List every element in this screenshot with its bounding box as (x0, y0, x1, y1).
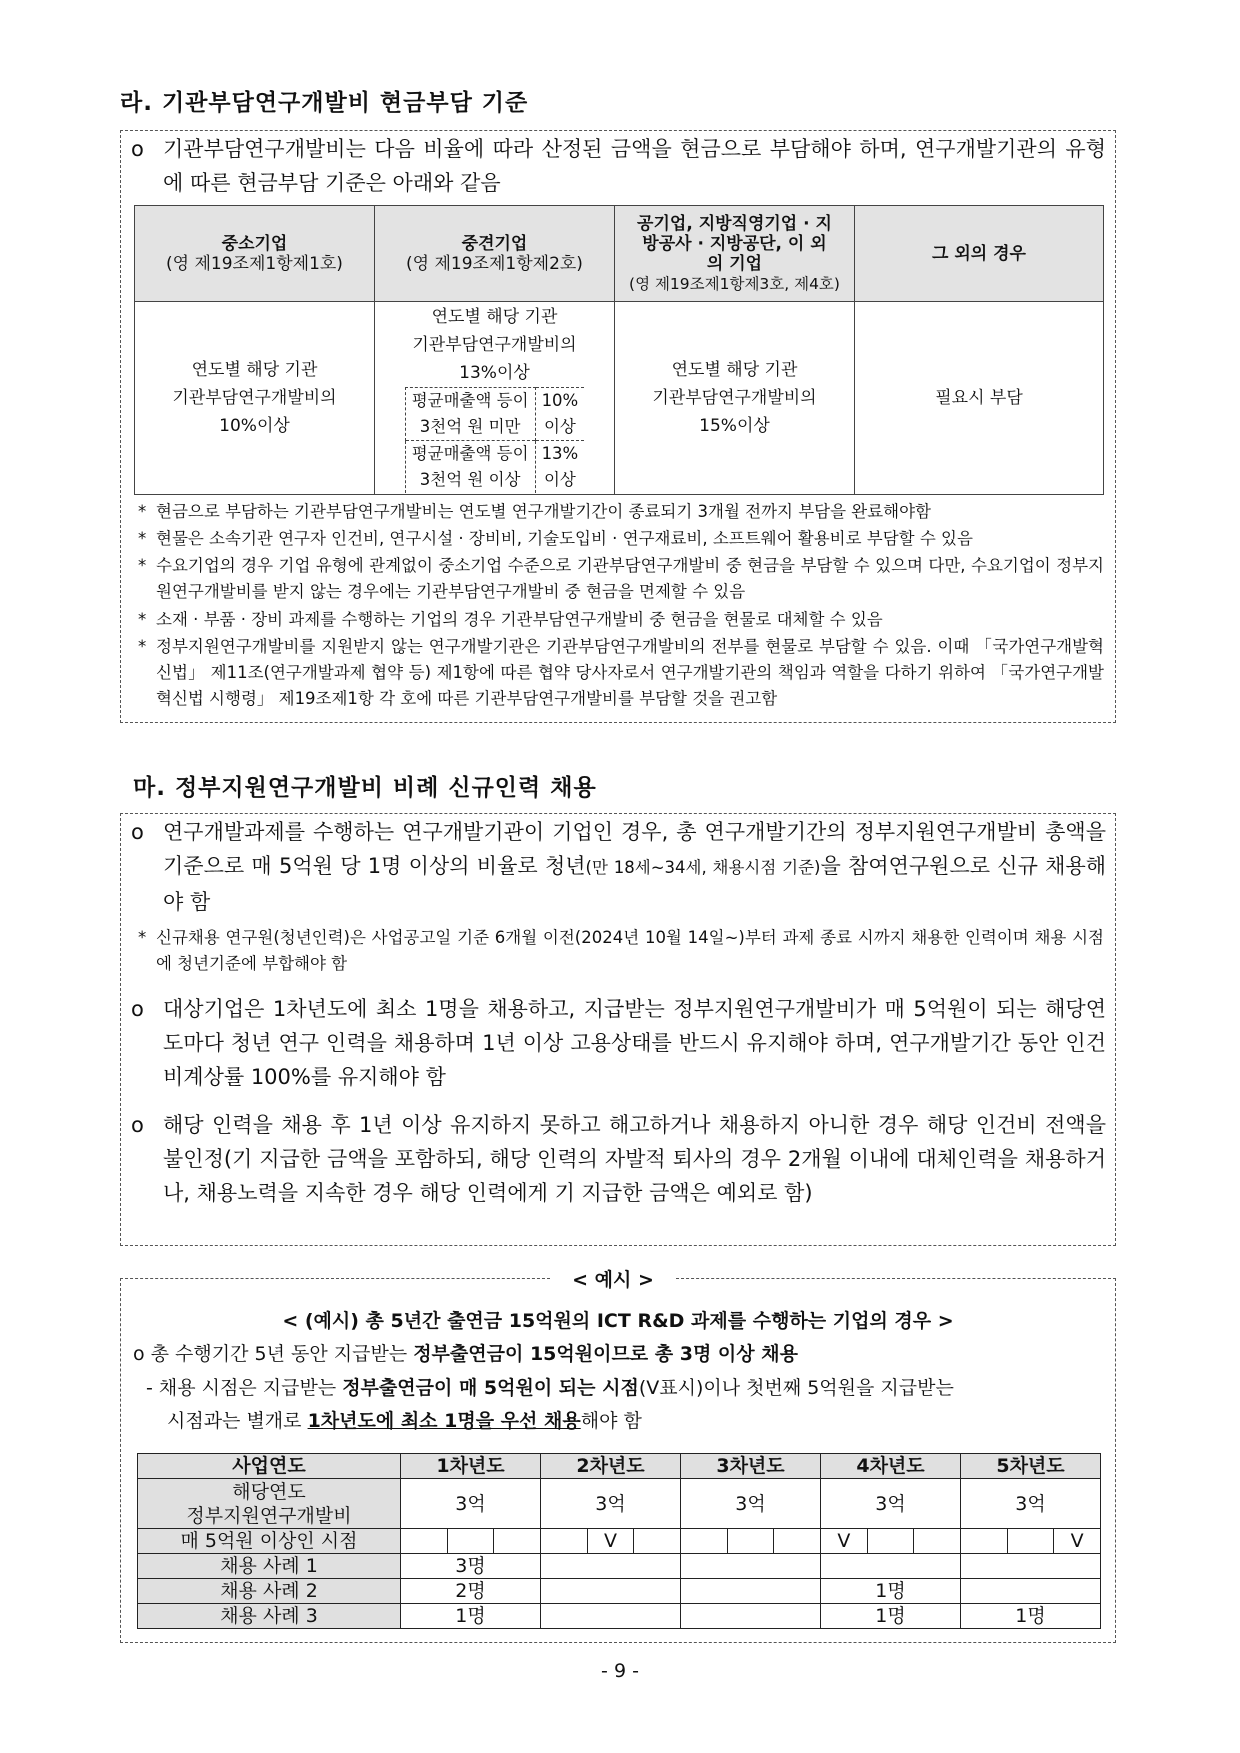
cond-over: 평균매출액 등이 3천억 원 이상 (405, 441, 535, 494)
ra-note-4: * 소재 · 부품 · 장비 과제를 수행하는 기업의 경우 기관부담연구개발비 중 현금을 현물로 대체할 수 있음 (138, 610, 883, 629)
ma-note: * 신규채용 연구원(청년인력)은 사업공고일 기준 6개월 이전(2024년 10월 14일∼)부터 과제 종료 시까지 채용한 인력이며 채용 시점에 청년기준에 부합해야 함 (138, 928, 1104, 973)
example-rule-left (120, 1278, 550, 1279)
case-cell: 2명 (401, 1579, 541, 1604)
case-cell: 1명 (821, 1579, 961, 1604)
budget-cell: 3억 (961, 1479, 1101, 1529)
case-cell (541, 1604, 681, 1629)
case-cell (821, 1554, 961, 1579)
case-label: 채용 사례 3 (138, 1604, 401, 1629)
budget-cell: 3억 (401, 1479, 541, 1529)
header-others: 그 외의 경우 (855, 206, 1104, 302)
section-ma-heading: 마. 정부지원연구개발비 비례 신규인력 채용 (133, 775, 597, 801)
case-cell (681, 1604, 821, 1629)
ma-paragraph-2: o 대상기업은 1차년도에 최소 1명을 채용하고, 지급받는 정부지원연구개발비가 매 5억원이 되는 해당연도마다 청년 연구 인력을 채용하며 1년 이상 고용상태를 반드시 유지해야 하며, 연구개발기간 동안 인건비계상률 100%를 유지해야 함 (131, 997, 1106, 1089)
cash-burden-table (134, 205, 1104, 495)
budget-label: 해당연도 정부지원연구개발비 (138, 1479, 401, 1529)
ma-paragraph-1: o 연구개발과제를 수행하는 연구개발기관이 기업인 경우, 총 연구개발기간의 정부지원연구개발비 총액을 기준으로 매 5억원 당 1명 이상의 비율로 청년(만 18세~34세, 채용시점 기준)을 참여연구원으로 신규 채용해야 함 (131, 820, 1107, 914)
milestone-cell: V (961, 1529, 1101, 1554)
hiring-example-table (137, 1453, 1101, 1629)
case-cell (961, 1579, 1101, 1604)
example-line-3: 시점과는 별개로 1차년도에 최소 1명을 우선 채용해야 함 (167, 1410, 642, 1432)
case-cell (681, 1554, 821, 1579)
header-year-2: 2차년도 (541, 1454, 681, 1479)
header-public: 공기업, 지방직영기업 · 지방공사 · 지방공단, 이 외의 기업 (영 제19조제1항제3호, 제4호) (615, 206, 855, 302)
case-label: 채용 사례 2 (138, 1579, 401, 1604)
milestone-label: 매 5억원 이상인 시점 (138, 1529, 401, 1554)
budget-cell: 3억 (821, 1479, 961, 1529)
header-year: 사업연도 (138, 1454, 401, 1479)
example-line-2: - 채용 시점은 지급받는 정부출연금이 매 5억원이 되는 시점(V표시)이나 첫번째 5억원을 지급받는 (146, 1377, 954, 1399)
header-year-3: 3차년도 (681, 1454, 821, 1479)
case-cell (961, 1554, 1101, 1579)
case-cell: 1명 (401, 1604, 541, 1629)
intro-text: 기관부담연구개발비는 다음 비율에 따라 산정된 금액을 현금으로 부담해야 하며, 연구개발기관의 유형에 따른 현금부담 기준은 아래와 같음 (163, 137, 1106, 195)
header-year-4: 4차년도 (821, 1454, 961, 1479)
example-title: < (예시) 총 5년간 출연금 15억원의 ICT R&D 과제를 수행하는 기업의 경우 > (282, 1310, 954, 1332)
header-year-5: 5차년도 (961, 1454, 1101, 1479)
ra-note-2: * 현물은 소속기관 연구자 인건비, 연구시설 · 장비비, 기술도입비 · 연구재료비, 소프트웨어 활용비로 부담할 수 있음 (138, 529, 973, 548)
rate-over: 13% 이상 (535, 441, 584, 494)
case-cell (541, 1579, 681, 1604)
ra-note-1: * 현금으로 부담하는 기관부담연구개발비는 연도별 연구개발기간이 종료되기 3개월 전까지 부담을 완료해야함 (138, 502, 931, 521)
header-midsize: 중견기업 (영 제19조제1항제2호) (375, 206, 615, 302)
cond-under: 평균매출액 등이 3천억 원 미만 (405, 388, 535, 441)
case-label: 채용 사례 1 (138, 1554, 401, 1579)
budget-cell: 3억 (541, 1479, 681, 1529)
example-label: < 예시 > (572, 1269, 654, 1291)
section-ra-intro (131, 132, 1106, 200)
rate-under: 10% 이상 (535, 388, 584, 441)
bullet: o (131, 137, 144, 161)
ma-paragraph-3: o 해당 인력을 채용 후 1년 이상 유지하지 못하고 해고하거나 채용하지 아니한 경우 해당 인건비 전액을 불인정(기 지급한 금액을 포함하되, 해당 인력의 자발적 퇴사의 경우 2개월 이내에 대체인력을 채용하거나, 채용노력을 지속한 경우 해당 인력에게 기 지급한 금액은 예외로 함) (131, 1113, 1106, 1205)
cell-midsize: 연도별 해당 기관 기관부담연구개발비의 13%이상 평균매출액 등이 3천억 원 미만 10% 이상 평균매출액 등이 3천억 원 이상 13% 이상 (375, 302, 615, 495)
milestone-cell: V (541, 1529, 681, 1554)
cell-public: 연도별 해당 기관 기관부담연구개발비의 15%이상 (615, 302, 855, 495)
case-cell: 1명 (961, 1604, 1101, 1629)
page-number: - 9 - (601, 1660, 639, 1682)
header-year-1: 1차년도 (401, 1454, 541, 1479)
ra-note-5: * 정부지원연구개발비를 지원받지 않는 연구개발기관은 기관부담연구개발비의 전부를 현물로 부담할 수 있음. 이때 「국가연구개발혁신법」 제11조(연구개발과제 협약 등) 제1항에 따른 협약 당사자로서 연구개발기관의 책임과 역할을 다하기 위하여 「국가연구개발혁신법 시행령」 제19조제1항 각 호에 따른 기관부담연구개발비를 부담할 것을 권고함 (138, 637, 1104, 708)
milestone-cell (401, 1529, 541, 1554)
case-cell (681, 1579, 821, 1604)
example-rule-right (676, 1278, 1116, 1279)
case-cell (541, 1554, 681, 1579)
midsize-revenue-table (405, 387, 585, 493)
header-sme: 중소기업 (영 제19조제1항제1호) (135, 206, 375, 302)
cell-others: 필요시 부담 (855, 302, 1104, 495)
cell-sme: 연도별 해당 기관 기관부담연구개발비의 10%이상 (135, 302, 375, 495)
example-line-1: o 총 수행기간 5년 동안 지급받는 정부출연금이 15억원이므로 총 3명 이상 채용 (133, 1343, 798, 1365)
ra-note-3: * 수요기업의 경우 기업 유형에 관계없이 중소기업 수준으로 기관부담연구개발비 중 현금을 부담할 수 있으며 다만, 수요기업이 정부지원연구개발비를 받지 않는 경우에는 기관부담연구개발비 중 현금을 면제할 수 있음 (138, 556, 1104, 601)
section-ra-heading: 라. 기관부담연구개발비 현금부담 기준 (120, 90, 529, 116)
milestone-cell: V (821, 1529, 961, 1554)
case-cell: 1명 (821, 1604, 961, 1629)
budget-cell: 3억 (681, 1479, 821, 1529)
milestone-cell (681, 1529, 821, 1554)
case-cell: 3명 (401, 1554, 541, 1579)
